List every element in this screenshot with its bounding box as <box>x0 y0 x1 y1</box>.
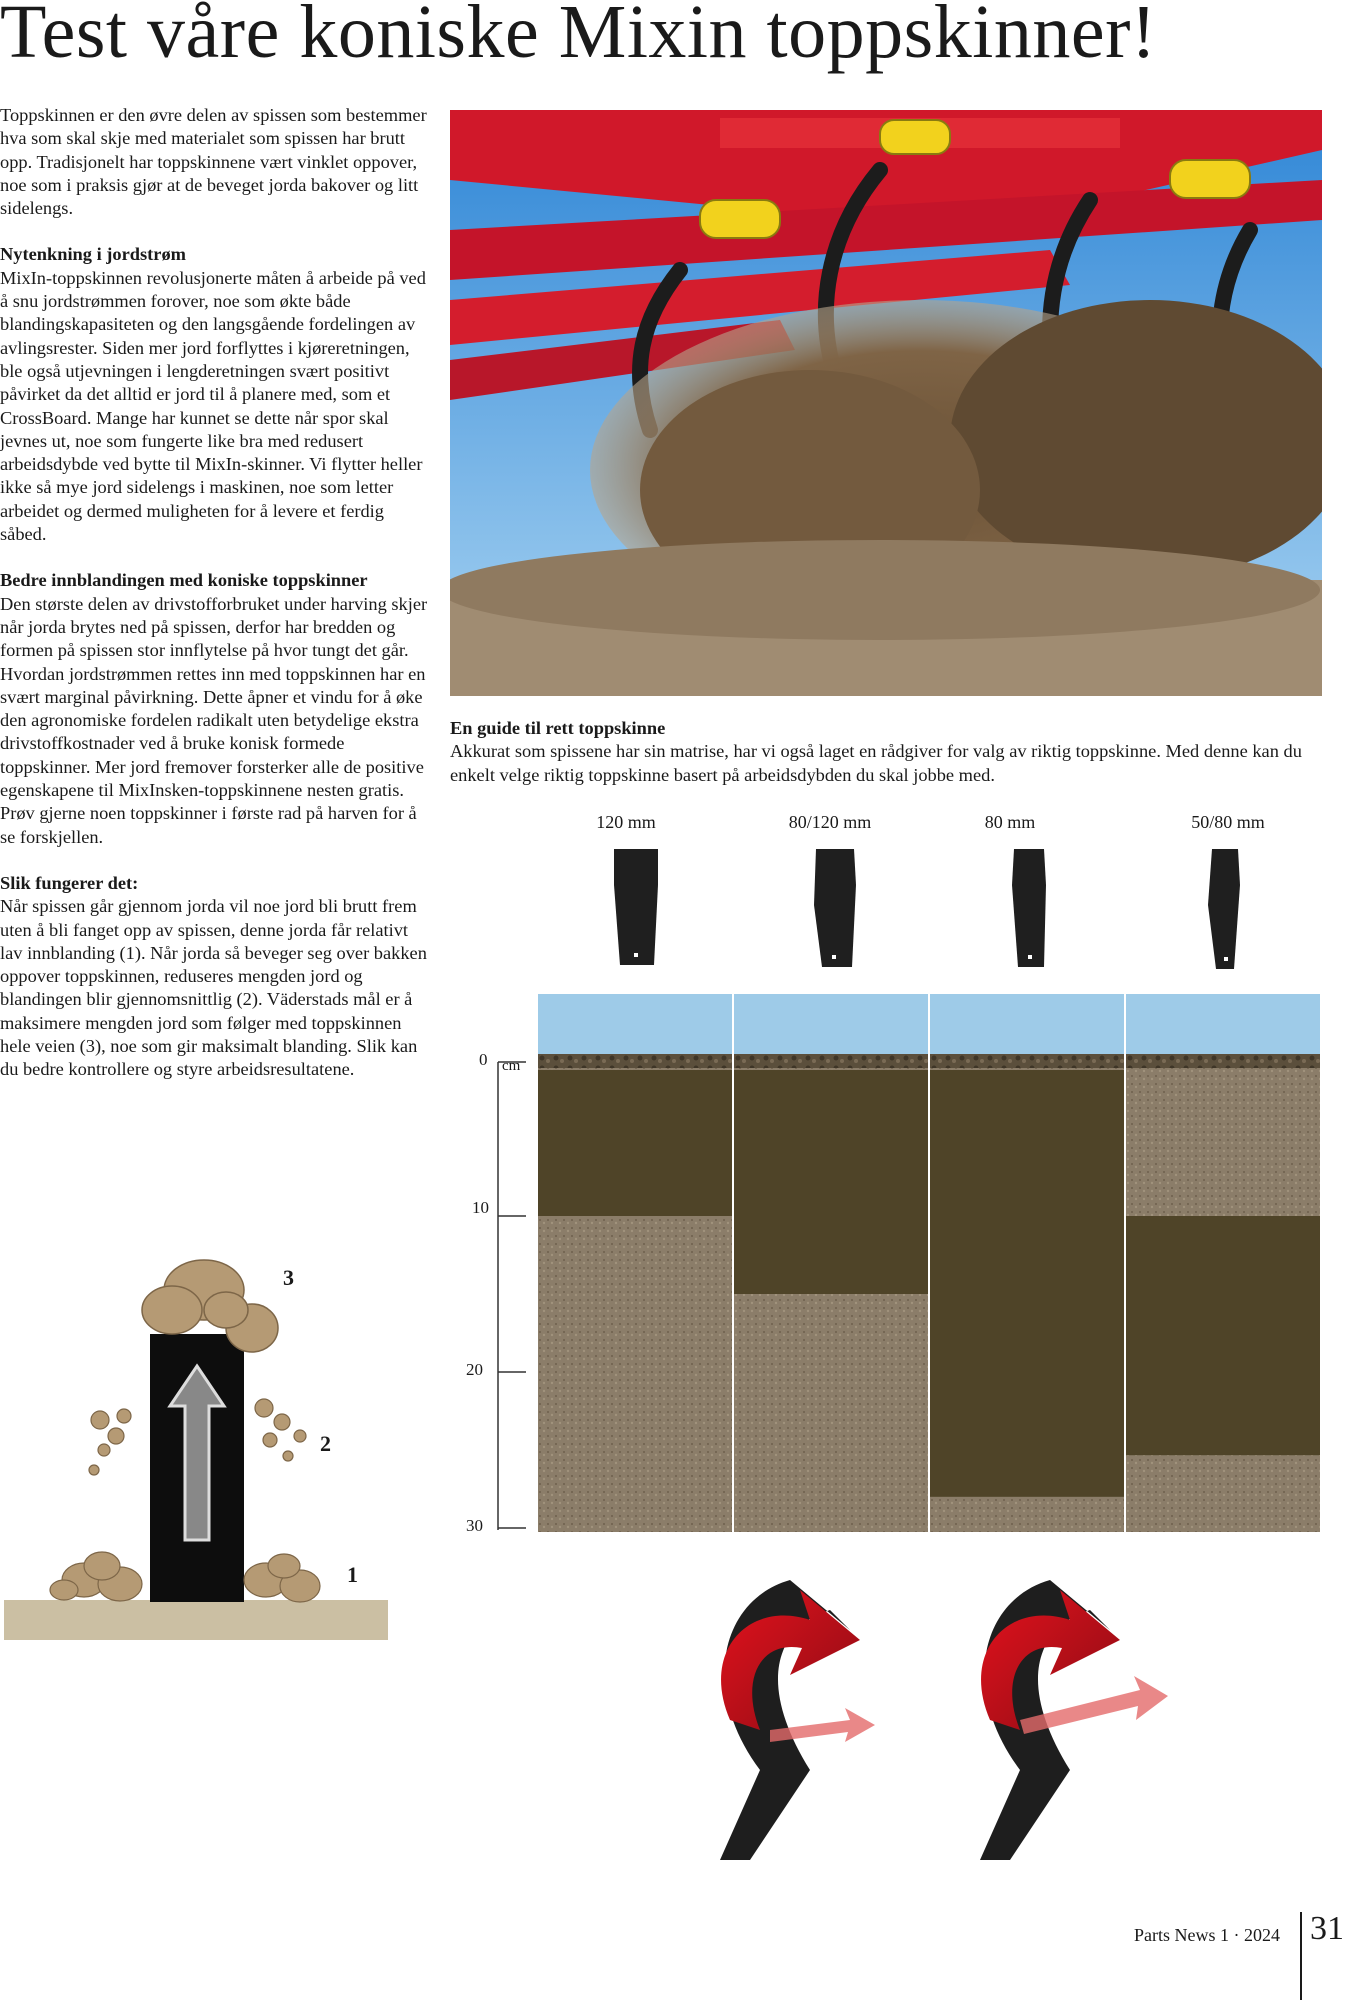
tip-label: 80/120 mm <box>788 812 872 832</box>
tip-label: 120 mm <box>596 812 656 832</box>
footer-divider <box>1300 1912 1302 2000</box>
guide-body: Akkurat som spissene har sin matrise, har vi også laget en rådgiver for valg av riktig toppskinne. Med denne kan du enkelt velge riktig toppskinne basert på arbeidsdybden du skal jobbe med. <box>450 741 1302 785</box>
tip-80mm-shape <box>1012 849 1046 967</box>
worked-soil-layer <box>538 1070 732 1216</box>
diagram-label-1: 1 <box>347 1562 358 1587</box>
page-title: Test våre koniske Mixin toppskinner! <box>0 0 1157 74</box>
tip-50-80mm-shape <box>1208 849 1240 969</box>
harrow-illustration <box>450 110 1322 696</box>
section-body: Den største delen av drivstofforbruket under harving skjer når jorda brytes ned på spissen, derfor har bredden og formen på spissen stor innflytelse på hvor tungt det går. Hvordan jordstrømmen rettes inn med toppskinnen har en svært marginal påvirkning. Dette åpner et vindu for å øke den agronomiske fordelen radikalt uten betydelige ekstra drivstoffkostnader ved å bruke konisk formede toppskinner. Mer jord fremover forsterker alle de positive egenskapene til MixInsken-toppskinnene nesten gratis. Prøv gjerne noen toppskinner i første rad på harven for å se forskjellen. <box>0 593 428 847</box>
soil-sky <box>930 994 1124 1054</box>
section-heading: Nytenkning i jordstrøm <box>0 244 186 265</box>
tip-label: 50/80 mm <box>1191 812 1265 832</box>
guide-heading: En guide til rett toppskinne <box>450 718 666 738</box>
left-column <box>0 104 430 1105</box>
scale-tick-label: 10 <box>472 1198 489 1217</box>
harrow-photo <box>450 110 1322 696</box>
tip-label: 80 mm <box>984 812 1036 832</box>
scale-tick-label: 20 <box>466 1360 483 1379</box>
flow-illustrations <box>640 1570 1200 1870</box>
soil-clod-layer <box>538 1054 732 1068</box>
tip-80-120mm-shape <box>814 849 856 967</box>
scale-tick-label: 0 <box>479 1050 488 1069</box>
footer-text: Parts News 1 · 2024 <box>1134 1925 1280 1945</box>
standard-tine-flow <box>720 1580 875 1860</box>
soil-sky <box>734 994 928 1054</box>
worked-soil-layer <box>734 1070 928 1294</box>
scale-unit: cm <box>502 1058 521 1074</box>
scale-tick-label: 30 <box>466 1516 483 1535</box>
soil-clod-layer <box>930 1054 1124 1068</box>
section-heading: Bedre innblandingen med koniske toppskinner <box>0 570 368 591</box>
worked-soil-layer <box>930 1070 1124 1497</box>
section-body: MixIn-toppskinnen revolusjonerte måten å arbeide på ved å snu jordstrømmen forover, noe som økte både blandingskapasiteten og den langsgående fordelingen av avlingsrester. Siden mer jord forflyttes i kjøreretningen, ble også utjevningen i lengderetningen svært positivt påvirket da det alltid er jord til å planere med, som et CrossBoard. Mange har kunnet se dette når spor skal jevnes ut, noe som fungerte like bra med redusert arbeidsdybde ved bytte til MixIn-skinner. Vi flytter heller ikke så mye jord sidelengs i maskinen, noe som letter arbeidet og dermed muligheten for å levere et ferdig såbed. <box>0 267 426 545</box>
section-body: Når spissen går gjennom jorda vil noe jord bli brutt frem uten å bli fanget opp av spissen, denne jorda får relativt lav innblanding (1). Når jorda så beveger seg over bakken oppover toppskinnen, reduseres mengden jord og blandingen blir gjennomsnittlig (2). Väderstads mål er å maksimere mengden jord som følger med toppskinnen hele veien (3), noe som gir maksimalt blanding. Slik kan du bedre kontrollere og styre arbeidsresultatene. <box>0 896 427 1080</box>
soil-sky <box>1126 994 1320 1054</box>
tip-120mm-shape <box>614 849 658 965</box>
diagram-label-2: 2 <box>320 1431 331 1456</box>
page-number: 31 <box>1310 1910 1344 1947</box>
section-heading: Slik fungerer det: <box>0 872 139 893</box>
worked-soil-layer <box>1126 1216 1320 1455</box>
soil-clod-layer <box>734 1054 928 1068</box>
mixin-tine-flow <box>980 1580 1168 1860</box>
top-rail-tips <box>600 845 1320 975</box>
mixing-diagram <box>4 1250 390 1646</box>
intro-paragraph: Toppskinnen er den øvre delen av spissen som bestemmer hva som skal skje med materialet som spissen har brutt opp. Tradisjonelt har toppskinnene vært vinklet oppover, noe som i praksis gjør at de beveget jorda bakover og litt sidelengs. <box>0 105 427 219</box>
soil-clod-layer <box>1126 1054 1320 1068</box>
guide-block <box>450 717 1320 787</box>
soil-sky <box>538 994 732 1054</box>
ground-strip <box>4 1600 388 1640</box>
soil-profile-chart <box>538 994 1322 1532</box>
soil-profile <box>538 994 1322 1532</box>
depth-scale-axis <box>496 1060 536 1534</box>
diagram-label-3: 3 <box>283 1265 294 1290</box>
